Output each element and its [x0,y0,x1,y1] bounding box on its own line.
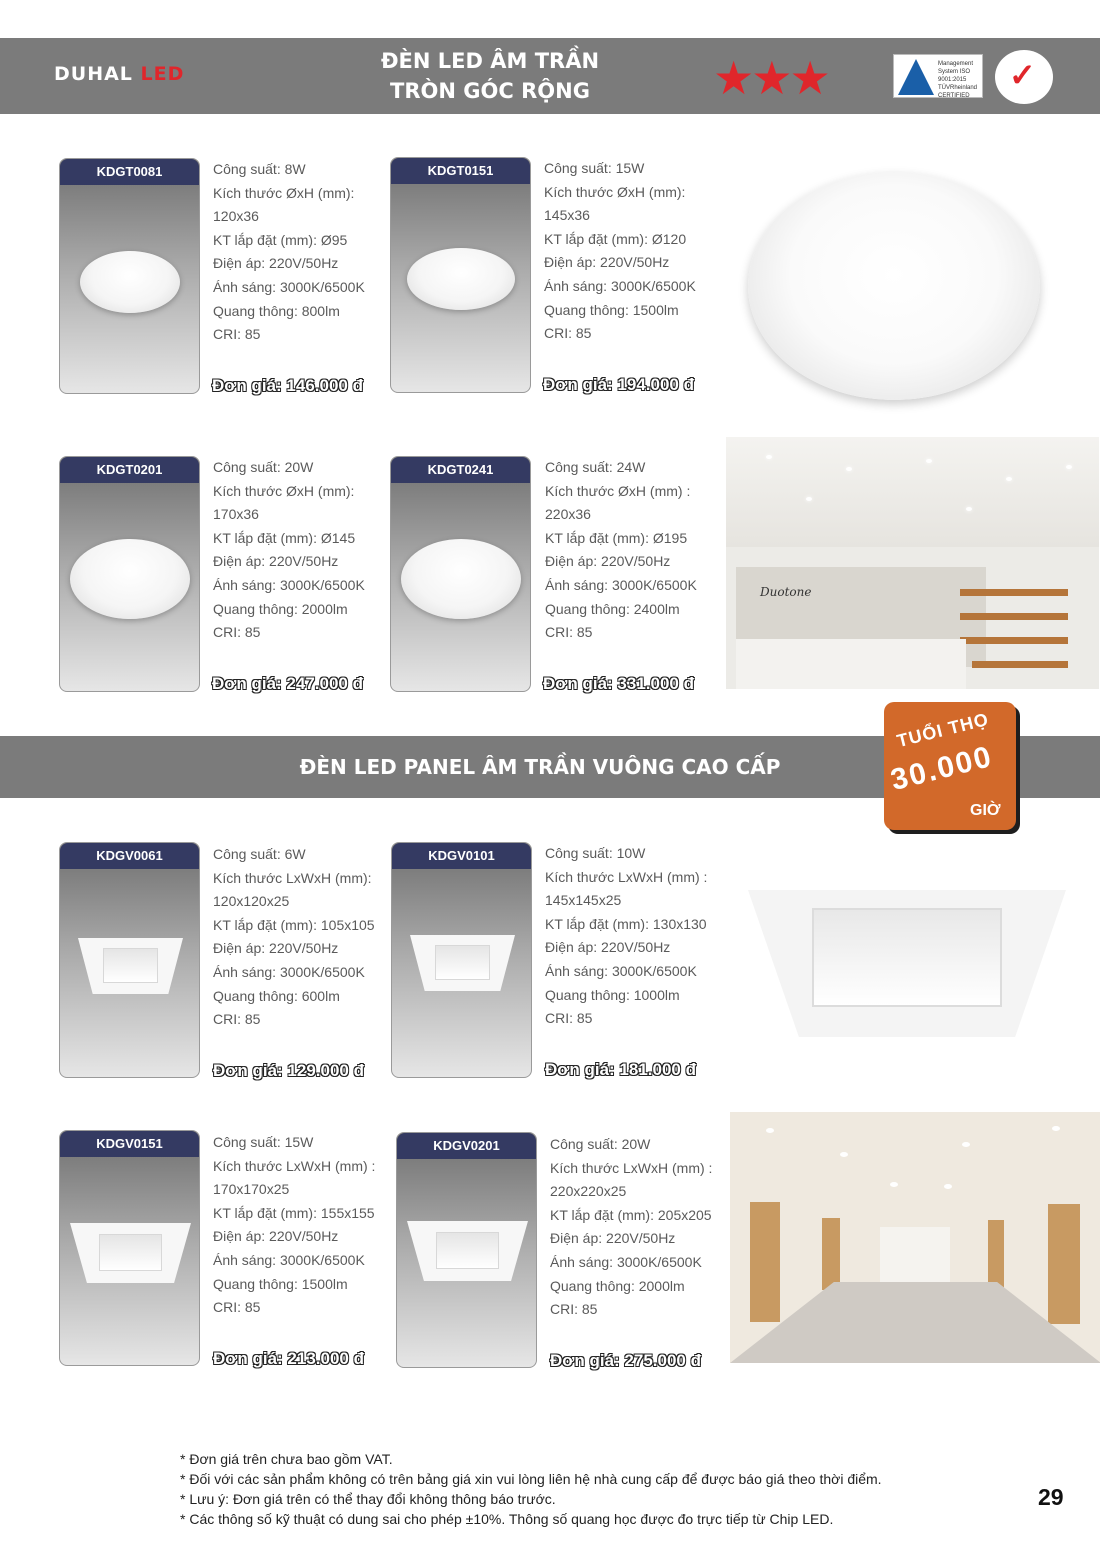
product-specs [545,842,720,1031]
spec-size-value: 220x36 [545,506,591,523]
spec-light: Ánh sáng: 3000K/6500K [213,278,365,295]
spec-light: Ánh sáng: 3000K/6500K [544,277,696,294]
product-specs [213,158,388,347]
hallway-end-wall [880,1227,950,1282]
spec-voltage: Điện áp: 220V/50Hz [213,1228,339,1245]
spec-size-value: 120x120x25 [213,893,290,910]
product-price: Đơn giá: 181.000 đ [545,1060,696,1079]
product-card-kdgv0101 [391,842,532,1078]
note-price-change: * Lưu ý: Đơn giá trên có thể thay đổi không thông báo trước. [180,1491,556,1507]
cafe-ceiling [726,437,1099,547]
spec-cutout: KT lắp đặt (mm): Ø95 [213,231,348,248]
spec-voltage: Điện áp: 220V/50Hz [213,940,339,957]
product-price: Đơn giá: 275.000 đ [550,1351,701,1370]
spec-power: Công suất: 24W [545,459,646,475]
spec-cutout: KT lắp đặt (mm): Ø195 [545,529,688,546]
downlight-icon [766,455,772,459]
header-banner [0,38,1100,114]
section-title-panel: ĐÈN LED PANEL ÂM TRẦN VUÔNG CAO CẤP [299,755,781,779]
product-specs [544,157,719,346]
quality-check-icon: ✓ [1009,57,1036,93]
rating-stars-icon: ★★★ [713,52,828,104]
product-card-kdgv0151 [59,1130,200,1366]
square-panel-image [407,1221,528,1281]
spec-cutout: KT lắp đặt (mm): 105x105 [213,916,375,933]
product-price: Đơn giá: 129.000 đ [213,1061,364,1080]
tuv-triangle-icon [898,59,934,95]
square-panel-image [410,935,515,991]
tuv-certificate-text: Management System ISO 9001:2015 TÜVRheinland CERTIFIED [938,61,978,99]
downlight-icon [766,1128,774,1133]
lifetime-unit: GIỜ [970,802,1001,819]
wood-shelf [960,637,1068,644]
product-specs [213,843,388,1032]
wood-shelf [972,661,1068,668]
spec-power: Công suất: 20W [550,1136,651,1152]
product-card-kdgv0201 [396,1132,537,1368]
product-code: KDGT0241 [391,457,530,483]
spec-size-label: Kích thước ØxH (mm) : [545,482,691,499]
spec-power: Công suất: 15W [544,160,645,176]
square-panel-hero-image [748,887,1066,1037]
spec-power: Công suất: 15W [213,1134,314,1150]
downlight-icon [840,1152,848,1157]
wood-shelf [960,589,1068,596]
spec-power: Công suất: 20W [213,459,314,475]
note-tolerance: * Các thông số kỹ thuật có dung sai cho phép ±10%. Thông số quang học được đo trực tiếp từ Chip LED. [180,1511,834,1527]
spec-size-label: Kích thước LxWxH (mm) : [213,1157,376,1174]
product-code: KDGT0201 [60,457,199,483]
product-code: KDGT0081 [60,159,199,185]
spec-cri: CRI: 85 [213,1011,261,1028]
cafe-sign: Duotone [760,585,812,599]
footnotes [180,1449,882,1529]
page-number: 29 [1038,1484,1064,1510]
spec-size-value: 170x36 [213,506,259,523]
spec-lumen: Quang thông: 800lm [213,302,340,319]
downlight-icon [806,497,812,501]
spec-size-label: Kích thước LxWxH (mm) : [550,1159,713,1176]
spec-lumen: Quang thông: 2000lm [550,1277,685,1294]
spec-voltage: Điện áp: 220V/50Hz [550,1230,676,1247]
door [988,1220,1004,1290]
spec-light: Ánh sáng: 3000K/6500K [545,962,697,979]
spec-voltage: Điện áp: 220V/50Hz [545,553,671,570]
spec-cri: CRI: 85 [213,624,261,641]
product-price: Đơn giá: 213.000 đ [213,1349,364,1368]
product-code: KDGV0061 [60,843,199,869]
downlight-icon [926,459,932,463]
section-title-round [300,46,680,106]
downlight-icon [1006,477,1012,481]
product-price: Đơn giá: 146.000 đ [212,376,363,395]
spec-light: Ánh sáng: 3000K/6500K [545,576,697,593]
product-card-kdgv0061 [59,842,200,1078]
spec-size-label: Kích thước ØxH (mm): [213,184,355,201]
spec-lumen: Quang thông: 1500lm [544,301,679,318]
spec-cutout: KT lắp đặt (mm): 130x130 [545,915,707,932]
round-lamp-image [70,539,190,619]
product-price: Đơn giá: 331.000 đ [543,674,694,693]
lifetime-badge [884,702,1016,830]
door [750,1202,780,1322]
title-line-2: TRÒN GÓC RỘNG [390,79,590,103]
spec-lumen: Quang thông: 600lm [213,987,340,1004]
product-specs [213,456,388,645]
spec-power: Công suất: 10W [545,845,646,861]
product-code: KDGV0151 [60,1131,199,1157]
spec-voltage: Điện áp: 220V/50Hz [213,553,339,570]
lifetime-label: TUỔI THỌ [894,708,991,752]
spec-light: Ánh sáng: 3000K/6500K [213,576,365,593]
product-card-kdgt0081 [59,158,200,394]
spec-cri: CRI: 85 [544,325,592,342]
round-lamp-image [407,248,515,310]
spec-light: Ánh sáng: 3000K/6500K [213,1251,365,1268]
spec-size-value: 120x36 [213,208,259,225]
wood-shelf [960,613,1068,620]
spec-size-value: 145x36 [544,207,590,224]
spec-size-value: 220x220x25 [550,1183,627,1200]
round-lamp-image [401,539,521,619]
tuv-certificate-logo [893,54,983,98]
logo-text: DUHAL [54,63,133,85]
lifetime-hours: 30.000 [887,739,997,798]
note-contact: * Đối với các sản phẩm không có trên bảng giá xin vui lòng liên hệ nhà cung cấp để được báo giá theo thời điểm. [180,1471,882,1487]
cafe-counter [736,639,966,689]
door [822,1218,840,1290]
spec-light: Ánh sáng: 3000K/6500K [213,963,365,980]
product-card-kdgt0151 [390,157,531,393]
downlight-icon [966,507,972,511]
square-panel-image [78,938,183,994]
spec-power: Công suất: 8W [213,161,306,177]
spec-voltage: Điện áp: 220V/50Hz [545,939,671,956]
spec-cri: CRI: 85 [213,1299,261,1316]
product-price: Đơn giá: 194.000 đ [543,375,694,394]
spec-cri: CRI: 85 [545,1010,593,1027]
spec-cutout: KT lắp đặt (mm): 155x155 [213,1204,375,1221]
spec-voltage: Điện áp: 220V/50Hz [213,255,339,272]
spec-lumen: Quang thông: 1500lm [213,1275,348,1292]
spec-cutout: KT lắp đặt (mm): Ø145 [213,529,356,546]
hallway-photo [730,1112,1100,1363]
spec-power: Công suất: 6W [213,846,306,862]
downlight-icon [962,1142,970,1147]
spec-size-label: Kích thước ØxH (mm): [213,482,355,499]
downlight-icon [1066,465,1072,469]
hallway-floor [730,1282,1100,1363]
cafe-interior-photo [726,437,1099,689]
spec-size-label: Kích thước LxWxH (mm) : [545,868,708,885]
spec-cri: CRI: 85 [550,1301,598,1318]
product-code: KDGT0151 [391,158,530,184]
duhal-logo [54,63,184,85]
logo-led: LED [140,63,185,85]
spec-size-value: 145x145x25 [545,892,622,909]
spec-lumen: Quang thông: 2400lm [545,600,680,617]
spec-lumen: Quang thông: 1000lm [545,986,680,1003]
product-code: KDGV0101 [392,843,531,869]
downlight-icon [944,1184,952,1189]
spec-light: Ánh sáng: 3000K/6500K [550,1253,702,1270]
spec-size-value: 170x170x25 [213,1181,290,1198]
spec-cutout: KT lắp đặt (mm): Ø120 [544,230,687,247]
product-price: Đơn giá: 247.000 đ [212,674,363,693]
downlight-icon [890,1182,898,1187]
spec-lumen: Quang thông: 2000lm [213,600,348,617]
spec-size-label: Kích thước LxWxH (mm): [213,869,372,886]
product-specs [545,456,720,645]
quality-vn-logo [995,50,1053,104]
title-line-1: ĐÈN LED ÂM TRẦN [380,49,600,73]
spec-voltage: Điện áp: 220V/50Hz [544,254,670,271]
product-specs [550,1133,725,1322]
downlight-icon [846,467,852,471]
spec-size-label: Kích thước ØxH (mm): [544,183,686,200]
product-card-kdgt0241 [390,456,531,692]
product-code: KDGV0201 [397,1133,536,1159]
product-card-kdgt0201 [59,456,200,692]
spec-cri: CRI: 85 [545,624,593,641]
square-panel-image [70,1223,191,1283]
round-lamp-hero-image [748,172,1040,400]
spec-cutout: KT lắp đặt (mm): 205x205 [550,1206,712,1223]
door [1048,1204,1080,1324]
round-lamp-image [80,251,180,313]
spec-cri: CRI: 85 [213,326,261,343]
note-vat: * Đơn giá trên chưa bao gồm VAT. [180,1451,393,1467]
downlight-icon [1052,1126,1060,1131]
product-specs [213,1131,388,1320]
